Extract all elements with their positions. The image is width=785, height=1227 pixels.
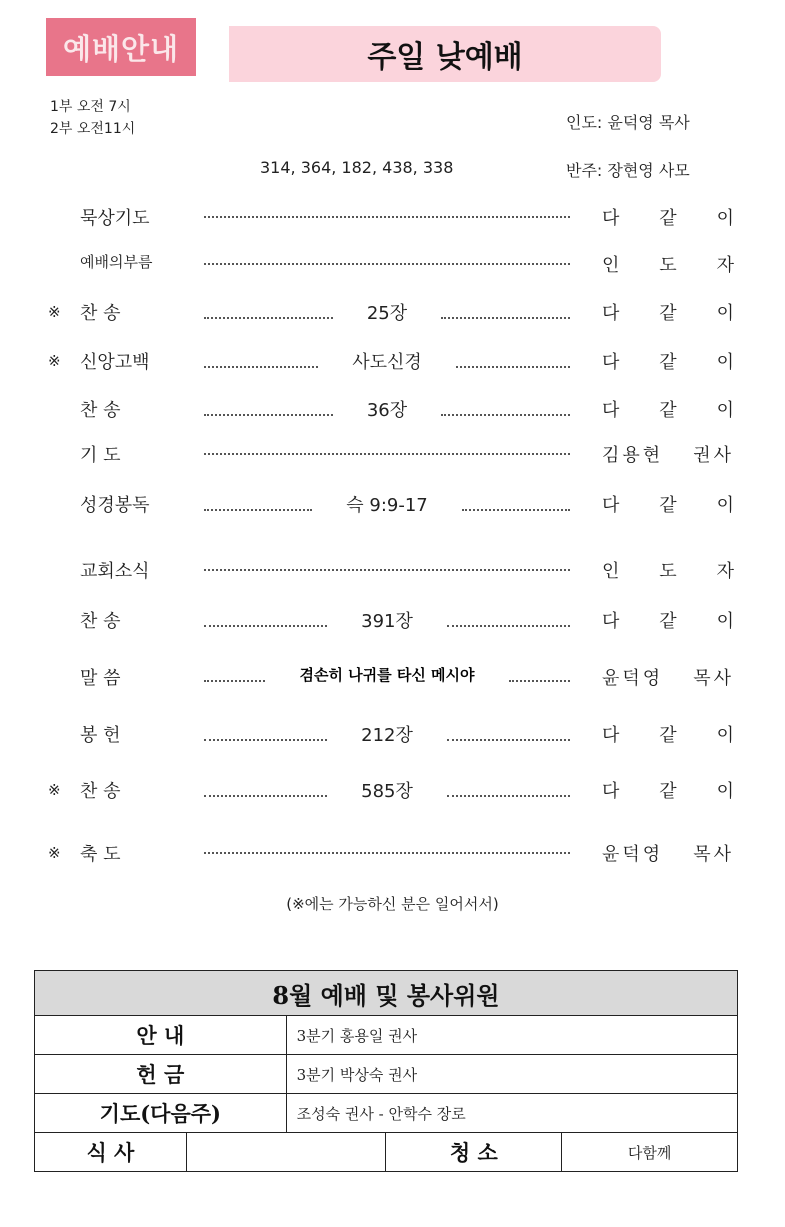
order-row: [48, 773, 748, 803]
participant-part: 같: [659, 611, 677, 632]
participant-part: 다: [602, 400, 620, 421]
order-label-text: 찬 송: [80, 611, 121, 632]
participant-part: 같: [659, 495, 677, 516]
participant-part: 이: [716, 352, 734, 373]
order-label: [48, 664, 170, 690]
dot-leader: [198, 607, 576, 633]
order-content: 212장: [361, 725, 413, 746]
participant-part: 이: [716, 303, 734, 324]
order-label: [48, 777, 170, 803]
dot-leader: [198, 204, 576, 218]
participant-part: 이: [716, 495, 734, 516]
order-label: [48, 396, 170, 422]
staff-value: 3분기 홍용일 권사: [286, 1016, 737, 1055]
order-participant: [602, 348, 734, 374]
section-badge: 예배안내: [46, 18, 196, 76]
order-label-text: 봉 헌: [80, 725, 121, 746]
participant-part: 도: [659, 255, 677, 276]
order-participant: [602, 441, 734, 467]
participant-part: 도: [659, 561, 677, 582]
order-row: [48, 437, 748, 467]
order-participant: [602, 557, 734, 583]
order-label: [48, 491, 170, 517]
participant-part: 다: [602, 781, 620, 802]
order-participant: [602, 491, 734, 517]
participant-part: 인: [602, 561, 620, 582]
participant-part: 같: [659, 781, 677, 802]
order-label-text: 기 도: [80, 445, 121, 466]
order-content: 사도신경: [352, 352, 422, 373]
dot-leader: [198, 721, 576, 747]
order-row: [48, 200, 748, 230]
order-participant: [602, 777, 734, 803]
dot-leader: [198, 441, 576, 455]
order-row: [48, 717, 748, 747]
participant-part: 이: [716, 208, 734, 229]
order-participant: [602, 607, 734, 633]
participant-part: 같: [659, 352, 677, 373]
order-label: [48, 204, 170, 230]
order-label-text: 묵상기도: [80, 208, 150, 229]
order-label-text: 교회소식: [80, 561, 150, 582]
page-title: 주일 낮예배: [229, 26, 661, 82]
participant-part: 같: [659, 208, 677, 229]
table-row: [35, 1016, 738, 1055]
order-row: [48, 660, 748, 690]
order-row: [48, 487, 748, 517]
order-label-text: 찬 송: [80, 781, 121, 802]
order-participant: [602, 664, 734, 690]
order-label: [48, 557, 170, 583]
leader-info: 인도: 윤덕영 목사: [566, 113, 690, 132]
stand-mark: ※: [48, 352, 61, 370]
order-content: 36장: [366, 400, 408, 421]
order-label-text: 말 씀: [80, 668, 121, 689]
table-row: [35, 1094, 738, 1133]
participant-part: 자: [716, 255, 734, 276]
staff-value: 조성숙 권사 - 안학수 장로: [286, 1094, 737, 1133]
order-label: [48, 607, 170, 633]
participant-part: 인: [602, 255, 620, 276]
participant-part: 같: [659, 400, 677, 421]
order-participant: [602, 840, 734, 866]
order-participant: [602, 299, 734, 325]
service-times: [50, 96, 135, 140]
participant-part: 다: [602, 611, 620, 632]
order-label: [48, 348, 170, 374]
dot-leader: [198, 557, 576, 571]
order-label: [48, 299, 170, 325]
table-row: [35, 1133, 738, 1172]
stand-mark: ※: [48, 303, 61, 321]
dot-leader: [198, 348, 576, 374]
dot-leader: [198, 777, 576, 803]
order-label-text: 신앙고백: [80, 352, 150, 373]
order-participant: [602, 251, 734, 277]
dot-leader: [198, 396, 576, 422]
table-row: [35, 1055, 738, 1094]
order-label-text: 예배의부름: [80, 253, 153, 271]
dot-leader: [198, 840, 576, 854]
staff-role-cleaning: 청 소: [386, 1133, 562, 1172]
staff-role: 기도(다음주): [35, 1094, 287, 1133]
order-content: 25장: [366, 303, 408, 324]
order-participant: [602, 204, 734, 230]
order-label: [48, 441, 170, 467]
order-label: [48, 840, 170, 866]
order-row: [48, 295, 748, 325]
order-content: 슥 9:9-17: [346, 495, 428, 516]
standing-note: (※에는 가능하신 분은 일어서서): [286, 895, 499, 913]
dot-leader: [198, 664, 576, 685]
dot-leader: [198, 299, 576, 325]
dot-leader: [198, 491, 576, 517]
order-row: [48, 392, 748, 422]
participant-part: 목사: [693, 668, 734, 689]
participant-part: 윤덕영: [602, 844, 664, 865]
order-participant: [602, 396, 734, 422]
accompanist-info: 반주: 장현영 사모: [566, 161, 690, 180]
participant-part: 다: [602, 725, 620, 746]
participant-part: 자: [716, 561, 734, 582]
order-label-text: 축 도: [80, 844, 121, 865]
order-row: [48, 603, 748, 633]
order-label-text: 찬 송: [80, 400, 121, 421]
participant-part: 다: [602, 208, 620, 229]
order-row: [48, 553, 748, 583]
staff-role: 안 내: [35, 1016, 287, 1055]
service-time-2: 2부 오전11시: [50, 121, 136, 137]
service-time-1: 1부 오전 7시: [50, 99, 131, 115]
staff-value: 3분기 박상숙 권사: [286, 1055, 737, 1094]
staff-role-meal: 식 사: [35, 1133, 187, 1172]
order-content: 585장: [361, 781, 413, 802]
stand-mark: ※: [48, 781, 61, 799]
stand-mark: ※: [48, 844, 61, 862]
participant-part: 같: [659, 303, 677, 324]
order-row: [48, 247, 748, 277]
order-label-text: 찬 송: [80, 303, 121, 324]
participant-part: 이: [716, 400, 734, 421]
participant-part: 다: [602, 303, 620, 324]
participant-part: 다: [602, 352, 620, 373]
participant-part: 이: [716, 725, 734, 746]
order-label: [48, 721, 170, 747]
order-content: 391장: [361, 611, 413, 632]
order-row: [48, 344, 748, 374]
participant-part: 권사: [693, 445, 734, 466]
participant-part: 김용현: [602, 445, 664, 466]
order-label: [48, 251, 170, 272]
order-label-text: 성경봉독: [80, 495, 150, 516]
participant-part: 같: [659, 725, 677, 746]
staff-value-cleaning: 다함께: [562, 1133, 738, 1172]
dot-leader: [198, 251, 576, 265]
order-participant: [602, 721, 734, 747]
participant-part: 다: [602, 495, 620, 516]
participant-part: 이: [716, 781, 734, 802]
sermon-title: 겸손히 나귀를 타신 메시야: [299, 666, 475, 684]
participant-part: 목사: [693, 844, 734, 865]
staff-role: 헌 금: [35, 1055, 287, 1094]
staff-table: [34, 970, 738, 1172]
participant-part: 이: [716, 611, 734, 632]
hymn-numbers: 314, 364, 182, 438, 338: [260, 158, 454, 177]
participant-part: 윤덕영: [602, 668, 664, 689]
order-row: [48, 836, 748, 866]
staff-value-meal: [186, 1133, 386, 1172]
staff-table-title: 8월 예배 및 봉사위원: [35, 971, 738, 1016]
